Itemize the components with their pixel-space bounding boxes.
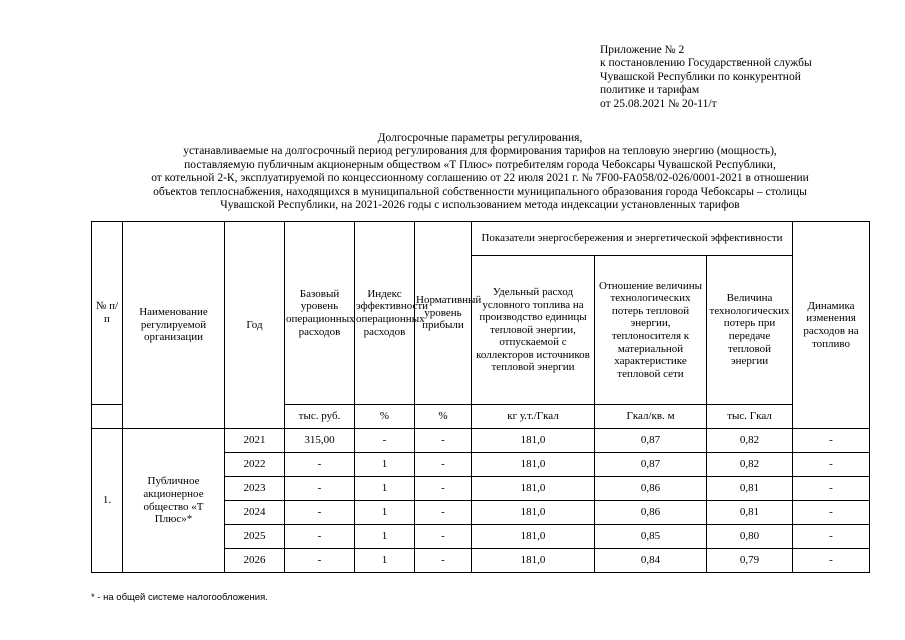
cell-loss-value: 0,79 [707, 549, 793, 573]
cell-profit: - [415, 477, 472, 501]
cell-dynamics: - [793, 525, 870, 549]
cell-year: 2025 [225, 525, 285, 549]
cell-profit: - [415, 549, 472, 573]
cell-year: 2026 [225, 549, 285, 573]
cell-index: 1 [355, 453, 415, 477]
cell-dynamics: - [793, 453, 870, 477]
unit-profit: % [415, 405, 472, 429]
cell-loss-ratio: 0,87 [595, 429, 707, 453]
cell-fuel: 181,0 [472, 549, 595, 573]
appendix-block [600, 44, 860, 111]
header-num: № п/п [92, 222, 123, 405]
cell-index: 1 [355, 525, 415, 549]
unit-num [92, 405, 123, 429]
cell-base: - [285, 501, 355, 525]
cell-loss-ratio: 0,86 [595, 501, 707, 525]
header-dynamics: Динамика изменения расходов на топливо [793, 222, 870, 429]
cell-base: - [285, 525, 355, 549]
cell-dynamics: - [793, 429, 870, 453]
cell-loss-value: 0,81 [707, 501, 793, 525]
cell-fuel: 181,0 [472, 477, 595, 501]
appendix-line: от 25.08.2021 № 20-11/т [600, 97, 717, 110]
header-loss-value: Величина технологических потерь при передаче тепловой энергии [707, 256, 793, 405]
cell-fuel: 181,0 [472, 501, 595, 525]
title-line: Чувашской Республики, на 2021-2026 годы с использованием метода индексации установленных тарифов [220, 199, 740, 212]
title-line: от котельной 2-К, эксплуатируемой по концессионному соглашению от 22 июля 2021 г. № 7F00-FA058/02-026/0001-2021 в отношении [151, 172, 809, 185]
cell-index: 1 [355, 501, 415, 525]
header-org: Наименование регулируемой организации [123, 222, 225, 429]
document-title [80, 132, 880, 212]
header-fuel: Удельный расход условного топлива на производство единицы тепловой энергии, отпускаемой с коллекторов источников тепловой энергии [472, 256, 595, 405]
cell-loss-ratio: 0,87 [595, 453, 707, 477]
cell-profit: - [415, 453, 472, 477]
title-line: поставляемую публичным акционерным обществом «Т Плюс» потребителям города Чебоксары Чувашской Республики, [184, 158, 776, 171]
cell-year: 2024 [225, 501, 285, 525]
cell-loss-value: 0,82 [707, 429, 793, 453]
title-line: устанавливаемые на долгосрочный период регулирования для формирования тарифов на тепловую энергию (мощность), [183, 145, 777, 158]
cell-loss-value: 0,82 [707, 453, 793, 477]
cell-dynamics: - [793, 501, 870, 525]
appendix-line: Приложение № 2 [600, 44, 685, 56]
cell-loss-ratio: 0,85 [595, 525, 707, 549]
cell-loss-ratio: 0,86 [595, 477, 707, 501]
header-energy-group: Показатели энергосбережения и энергетической эффективности [472, 222, 793, 256]
cell-base: - [285, 453, 355, 477]
header-year: Год [225, 222, 285, 429]
cell-profit: - [415, 429, 472, 453]
header-index: Индекс эффективности операционных расходов [355, 222, 415, 405]
title-line: Долгосрочные параметры регулирования, [377, 132, 583, 144]
header-loss-ratio: Отношение величины технологических потерь тепловой энергии, теплоносителя к материальной характеристике тепловой сети [595, 256, 707, 405]
cell-year: 2022 [225, 453, 285, 477]
cell-fuel: 181,0 [472, 453, 595, 477]
cell-profit: - [415, 525, 472, 549]
cell-num: 1. [92, 429, 123, 573]
cell-loss-value: 0,80 [707, 525, 793, 549]
unit-loss-ratio: Гкал/кв. м [595, 405, 707, 429]
cell-index: - [355, 429, 415, 453]
cell-base: - [285, 549, 355, 573]
cell-dynamics: - [793, 477, 870, 501]
cell-base: - [285, 477, 355, 501]
title-line: объектов теплоснабжения, находящихся в муниципальной собственности муниципального образования города Чебоксары – столицы [153, 185, 807, 198]
header-base: Базовый уровень операционных расходов [285, 222, 355, 405]
cell-base: 315,00 [285, 429, 355, 453]
cell-index: 1 [355, 549, 415, 573]
unit-base: тыс. руб. [285, 405, 355, 429]
appendix-line: политике и тарифам [600, 84, 700, 97]
footnote: * - на общей системе налогообложения. [91, 592, 268, 603]
cell-fuel: 181,0 [472, 525, 595, 549]
table-row [92, 429, 870, 453]
unit-loss-value: тыс. Гкал [707, 405, 793, 429]
cell-loss-value: 0,81 [707, 477, 793, 501]
unit-index: % [355, 405, 415, 429]
appendix-line: к постановлению Государственной службы [600, 57, 812, 70]
parameters-table [91, 221, 870, 573]
cell-org: Публичное акционерное общество «Т Плюс»* [123, 429, 225, 573]
cell-loss-ratio: 0,84 [595, 549, 707, 573]
unit-fuel: кг у.т./Гкал [472, 405, 595, 429]
cell-year: 2023 [225, 477, 285, 501]
cell-year: 2021 [225, 429, 285, 453]
cell-profit: - [415, 501, 472, 525]
cell-dynamics: - [793, 549, 870, 573]
header-profit: Нормативный уровень прибыли [415, 222, 472, 405]
cell-fuel: 181,0 [472, 429, 595, 453]
cell-index: 1 [355, 477, 415, 501]
appendix-line: Чувашской Республики по конкурентной [600, 70, 801, 83]
